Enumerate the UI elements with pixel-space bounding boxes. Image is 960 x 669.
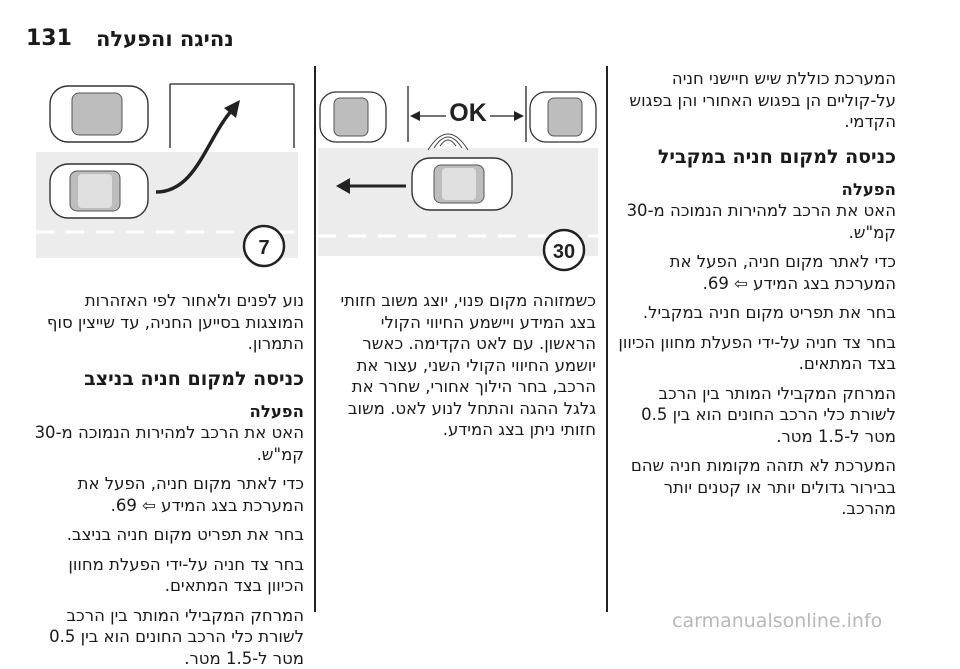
paragraph: בחר צד חניה על-ידי הפעלת מחוון הכיוון בצד המתאים. [610,332,896,375]
watermark: carmanualsonline.info [672,610,882,632]
paragraph: בחר צד חניה על-ידי הפעלת מחוון הכיוון בצד המתאים. [30,554,304,597]
paragraph: האט את הרכב למהירות הנמוכה מ-30 קמ"ש. [30,422,304,465]
paragraph: כדי לאתר מקום חניה, הפעל את המערכת בצג המידע ⇦ 69. [610,251,896,294]
section-heading: כניסה למקום חניה בניצב [30,367,304,391]
header-title: נהיגה והפעלה [96,27,234,51]
paragraph: המערכת לא תזהה מקומות חניה שהם בבירור גדולים יותר או קטנים יותר מהרכב. [610,455,896,520]
paragraph: כשמזוהה מקום פנוי, יוצג משוב חזותי בצג המידע ויישמע החיווי הקולי הראשון. עם לאט הקדימה. כאשר יושמע החיווי הקולי השני, עצור את הרכב, בחר הילוך אחורי, שחרר את גלגל ההגה והתחל לנוע לאט. משוב חזותי ניתן בצג המידע. [320,290,596,441]
column-divider [606,66,608,612]
paragraph: נוע לפנים ולאחור לפי האזהרות המוצגות בסייען החניה, עד שייצין סוף התמרון. [30,290,304,355]
middle-column [320,290,596,441]
section-heading: כניסה למקום חניה במקביל [610,145,896,169]
page-header [0,0,960,70]
parked-car-right [530,92,596,142]
moving-car [50,164,148,218]
ok-label: OK [449,99,487,127]
moving-car [412,158,512,210]
right-column [610,68,896,520]
column-divider [314,66,316,612]
paragraph: בחר את תפריט מקום חניה במקביל. [610,302,896,324]
page-number: 131 [26,26,72,51]
paragraph: בחר את תפריט מקום חניה בניצב. [30,524,304,546]
intro-paragraph: המערכת כוללת שיש חיישני חניה על-קוליים הן בפגוש האחורי והן בפגוש הקדמי. [610,68,896,133]
subheading: הפעלה [610,179,896,201]
figure-number: 30 [553,241,575,263]
left-column [30,290,304,669]
parked-car-left [320,92,386,142]
parallel-parking-figure [318,66,598,278]
parked-car [50,86,148,142]
paragraph: המרחק המקבילי המותר בין הרכב לשורת כלי הרכב החונים הוא בין 0.5 מטר ל-1.5 מטר. [30,605,304,669]
paragraph: כדי לאתר מקום חניה, הפעל את המערכת בצג המידע ⇦ 69. [30,473,304,516]
paragraph: המרחק המקבילי המותר בין הרכב לשורת כלי הרכב החונים הוא בין 0.5 מטר ל-1.5 מטר. [610,383,896,448]
paragraph: האט את הרכב למהירות הנמוכה מ-30 קמ"ש. [610,200,896,243]
subheading: הפעלה [30,401,304,423]
figure-number: 7 [258,237,269,259]
perpendicular-parking-figure [36,80,298,280]
